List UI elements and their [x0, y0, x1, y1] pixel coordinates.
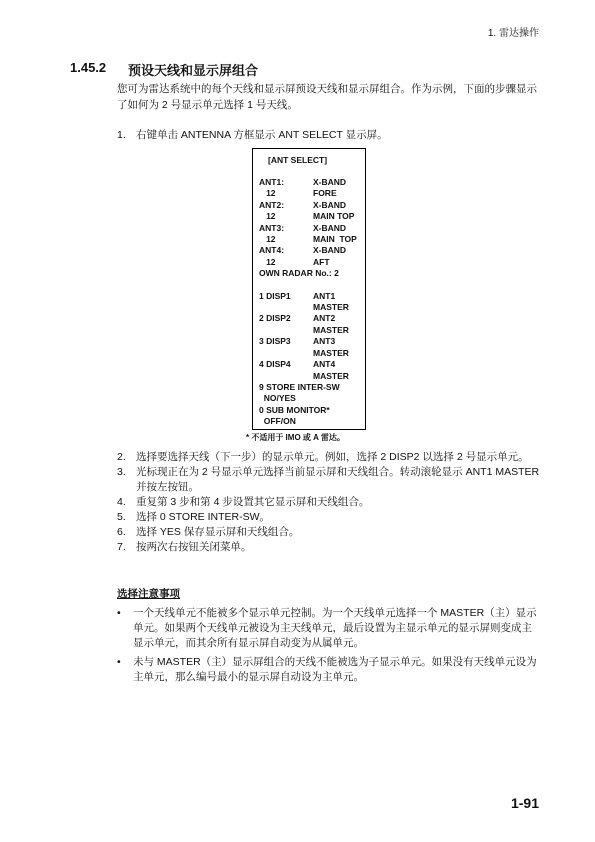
menu-row-value: MASTER [313, 347, 349, 358]
menu-row [259, 313, 363, 324]
intro-paragraph: 您可为雷达系统中的每个天线和显示屏预设天线和显示屏组合。作为示例，下面的步骤显示了如何为 2 号显示单元选择 1 号天线。 [117, 83, 537, 111]
step-number: 4. [117, 496, 126, 508]
menu-row-label: 12 [259, 234, 276, 245]
step-item [117, 495, 542, 510]
menu-row-value: ANT1 [313, 290, 336, 301]
section-number: 1.45.2 [70, 60, 107, 75]
bullet-icon: • [117, 607, 121, 619]
menu-title: [ANT SELECT] [268, 155, 328, 165]
menu-row [259, 359, 363, 370]
menu-row-value: AFT [313, 256, 330, 267]
menu-row [259, 405, 363, 416]
step-number: 6. [117, 526, 126, 538]
menu-row-label [259, 302, 313, 313]
step-item [117, 465, 542, 495]
menu-row-value: ANT4 [313, 359, 336, 370]
note-text: 一个天线单元不能被多个显示单元控制。为一个天线单元选择一个 MASTER（主）显示单元。如果两个天线单元被设为主天线单元，最后设置为主显示单元的显示屏则变成主显示单元，而其余所有显示屏自动变为从属单元。 [133, 607, 537, 649]
menu-row [259, 348, 363, 359]
menu-row-label: 12 [259, 256, 276, 267]
step-number: 2. [117, 451, 126, 463]
menu-row [259, 234, 363, 245]
menu-row-value: MAIN TOP [313, 211, 355, 222]
menu-row-label: 3 DISP3 [259, 336, 291, 347]
menu-row-value: ANT3 [313, 336, 336, 347]
menu-row-label: OWN RADAR No.: 2 [259, 268, 339, 279]
menu-row-label: 4 DISP4 [259, 359, 291, 370]
menu-spacer [259, 280, 363, 291]
chapter-header: 1. 雷达操作 [487, 28, 539, 39]
ant-select-menu [252, 148, 366, 430]
menu-row-value: X-BAND [313, 222, 347, 233]
step-text: 光标现正在为 2 号显示单元选择当前显示屏和天线组合。转动滚轮显示 ANT1 MASTER 并按左按钮。 [136, 466, 540, 493]
menu-row-label: ANT3: [259, 222, 285, 233]
menu-row-value: FORE [313, 188, 337, 199]
menu-row [259, 325, 363, 336]
menu-row [259, 257, 363, 268]
menu-row-value: X-BAND [313, 199, 347, 210]
step-text: 选择 YES 保存显示屏和天线组合。 [136, 526, 300, 538]
menu-row-label [259, 371, 313, 382]
step-item [117, 525, 542, 540]
menu-row [259, 371, 363, 382]
menu-row [259, 245, 363, 256]
bullet-icon: • [117, 656, 121, 668]
menu-row-value: X-BAND [313, 245, 347, 256]
step-item [117, 450, 542, 465]
menu-row-label: 12 [259, 188, 276, 199]
menu-row-value: MAIN TOP [313, 234, 357, 245]
step-item [117, 540, 542, 555]
menu-row-label: ANT1: [259, 177, 285, 187]
step-text: 选择要选择天线（下一步）的显示单元。例如，选择 2 DISP2 以选择 2 号显示单元。 [136, 451, 529, 463]
step-item [117, 510, 542, 525]
menu-row-value: MASTER [313, 324, 349, 335]
note-item [117, 606, 542, 651]
menu-row-value: X-BAND [313, 177, 347, 187]
step-text: 按两次右按钮关闭菜单。 [136, 541, 252, 553]
page-number: 1-91 [510, 795, 539, 811]
menu-row-label [259, 325, 313, 336]
menu-row [259, 223, 363, 234]
notes-heading: 选择注意事项 [117, 588, 180, 600]
menu-row-label [259, 348, 313, 359]
menu-row-value: MASTER [313, 302, 349, 313]
step-number: 7. [117, 541, 126, 553]
menu-row [259, 200, 363, 211]
menu-row [259, 336, 363, 347]
menu-row-label: NO/YES [259, 393, 296, 404]
menu-row [259, 382, 363, 393]
menu-row [259, 211, 363, 222]
step-number: 3. [117, 466, 126, 478]
menu-row [259, 188, 363, 199]
menu-row-label: 0 SUB MONITOR* [259, 404, 330, 415]
steps-list [117, 450, 542, 555]
menu-row-label: ANT2: [259, 199, 285, 210]
menu-row [259, 393, 363, 404]
menu-row-label: 2 DISP2 [259, 313, 291, 324]
footnote: * 不适用于 IMO 或 A 雷达。 [246, 433, 345, 442]
menu-row-label: ANT4: [259, 245, 285, 256]
section-title: 预设天线和显示屏组合 [128, 63, 259, 78]
step-text: 右键单击 ANTENNA 方框显示 ANT SELECT 显示屏。 [136, 129, 388, 141]
menu-row-value: ANT2 [313, 313, 336, 324]
step-number: 1. [117, 129, 126, 141]
step-text: 选择 0 STORE INTER-SW。 [136, 511, 270, 523]
menu-row-value: MASTER [313, 370, 349, 381]
menu-row-label: 1 DISP1 [259, 290, 291, 301]
menu-row [259, 291, 363, 302]
step-1 [117, 127, 388, 142]
menu-row [259, 302, 363, 313]
note-text: 未与 MASTER（主）显示屏组合的天线不能被选为子显示单元。如果没有天线单元设为主单元，那么编号最小的显示屏自动设为主单元。 [133, 656, 537, 683]
menu-body [259, 177, 363, 428]
note-item [117, 655, 542, 685]
menu-row [259, 416, 363, 427]
notes-list [117, 606, 542, 689]
menu-row-label: 12 [259, 211, 276, 222]
step-number: 5. [117, 511, 126, 523]
menu-row [259, 177, 363, 188]
menu-row-label: OFF/ON [259, 416, 296, 427]
menu-row [259, 268, 363, 279]
step-text: 重复第 3 步和第 4 步设置其它显示屏和天线组合。 [136, 496, 370, 508]
menu-row-label: 9 STORE INTER-SW [259, 381, 340, 392]
